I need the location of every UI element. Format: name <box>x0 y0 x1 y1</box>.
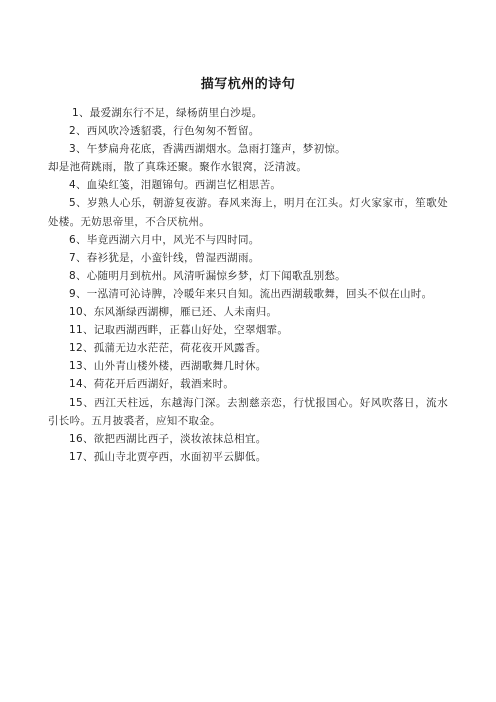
poem-line-3: 3、午梦扁舟花底，香满西湖烟水。急雨打篷声，梦初惊。 <box>69 143 346 156</box>
poem-line-6: 6、毕竟西湖六月中，风光不与四时同。 <box>69 233 260 246</box>
poem-line-3-continued: 却是池荷跳雨，散了真珠还聚。聚作水银窝，泛清波。 <box>48 161 308 174</box>
poem-line-14: 14、荷花开后西湖好，载酒来时。 <box>69 378 235 391</box>
document-title: 描写杭州的诗句 <box>200 77 296 92</box>
poem-line-15: 15、西江天柱远，东越海门深。去割慈亲恋，行忧报国心。好风吹落日，流水引长吟。五月披裘者，应知不取金。 <box>48 396 448 427</box>
poem-line-2: 2、西风吹冷透貂裘，行色匆匆不暂留。 <box>69 125 260 138</box>
poem-line-16: 16、欲把西湖比西子，淡妆浓抹总相宜。 <box>69 432 267 445</box>
poem-line-12: 12、孤蒲无边水茫茫，荷花夜开风露香。 <box>69 342 267 355</box>
poem-line-4: 4、血染红笺，泪题锦句。西湖岂忆相思苦。 <box>69 179 282 192</box>
poem-line-10: 10、东风渐绿西湖柳，雁已还、人未南归。 <box>69 306 278 319</box>
poem-line-9: 9、一泓清可沁诗脾，冷暖年来只自知。流出西湖载歌舞，回头不似在山时。 <box>69 287 433 300</box>
poem-line-1: 1、最爱湖东行不足，绿杨荫里白沙堤。 <box>72 107 263 119</box>
poem-line-11: 11、记取西湖西畔，正暮山好处，空翠烟霏。 <box>69 324 289 337</box>
poem-line-5: 5、岁熟人心乐，朝游复夜游。春风来海上，明月在江头。灯火家家市，笙歌处处楼。无妨思帝里，不合厌杭州。 <box>48 197 448 228</box>
poem-line-7: 7、春衫犹是，小蛮针线，曾湿西湖雨。 <box>69 251 260 264</box>
document-body <box>48 104 448 466</box>
poem-line-17: 17、孤山寺北贾亭西，水面初平云脚低。 <box>69 450 267 463</box>
poem-line-8: 8、心随明月到杭州。风清听漏惊乡梦，灯下闻歌乱别愁。 <box>69 269 346 282</box>
poem-line-13: 13、山外青山楼外楼，西湖歌舞几时休。 <box>69 360 267 373</box>
